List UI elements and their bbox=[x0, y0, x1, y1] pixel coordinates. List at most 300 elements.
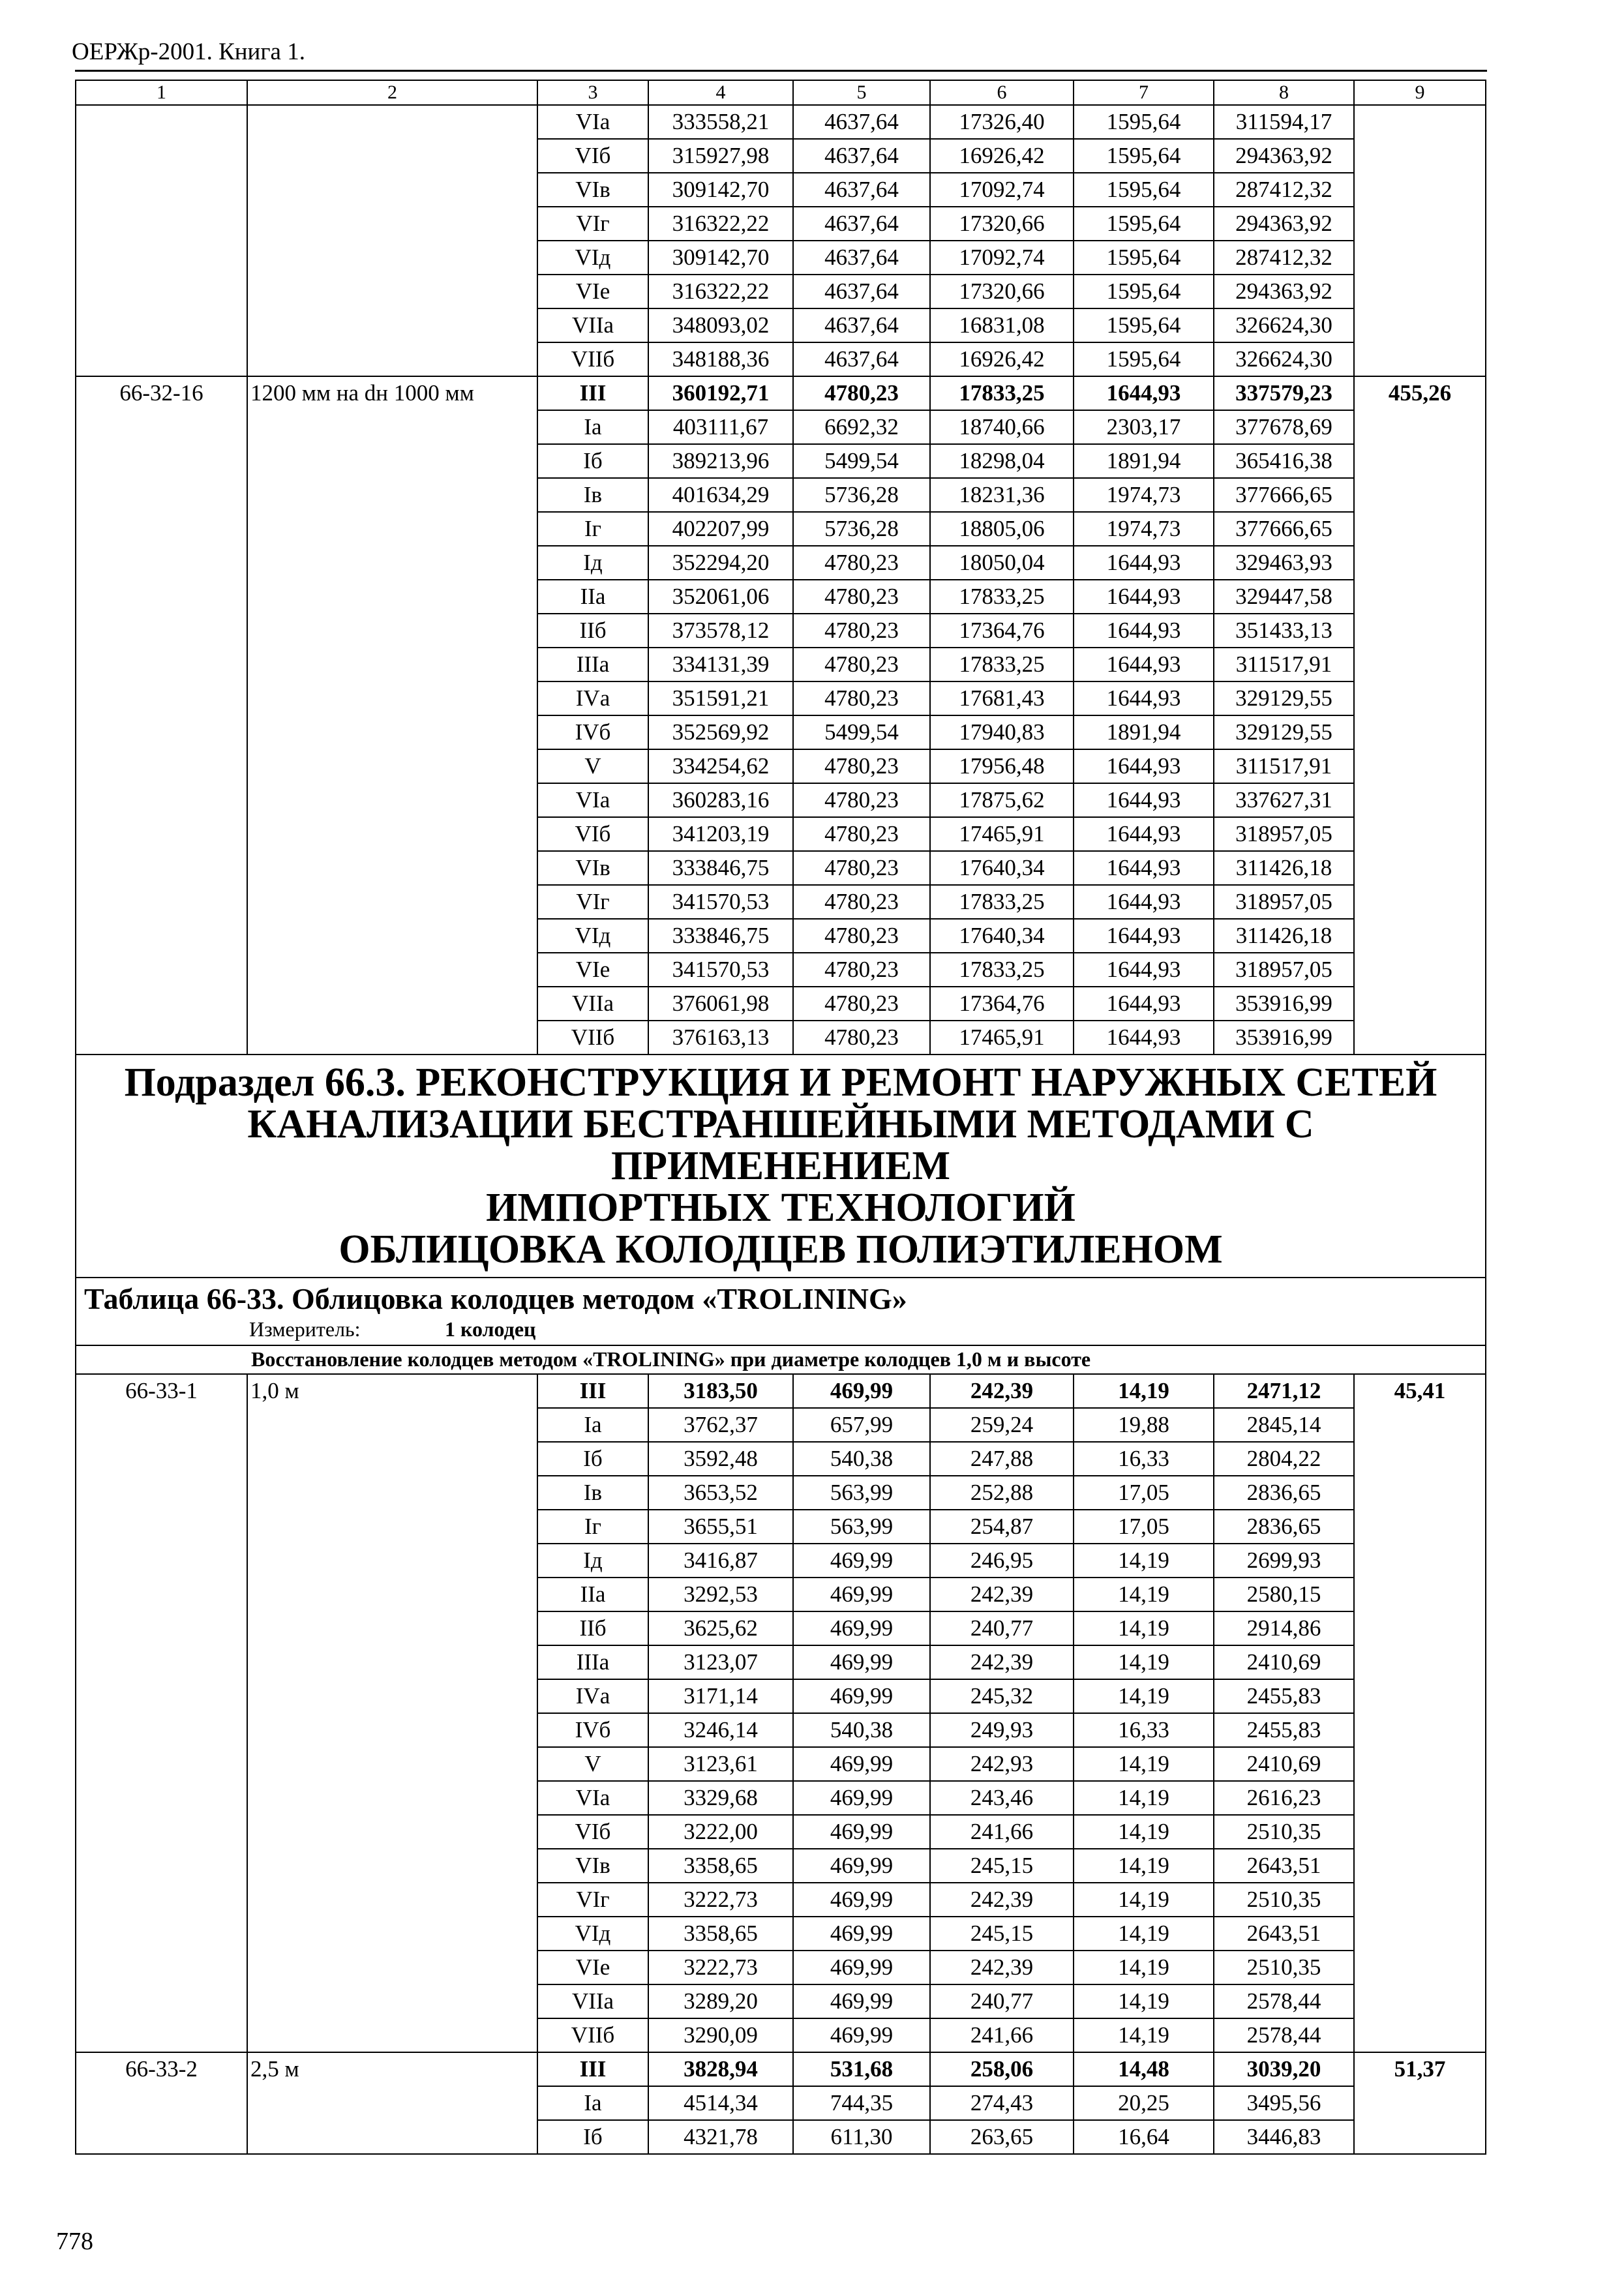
direct-cost-cell: 333846,75 bbox=[648, 851, 793, 885]
wage-cell: 469,99 bbox=[793, 1544, 930, 1578]
material-cost-cell: 318957,05 bbox=[1214, 817, 1354, 851]
column-number: 2 bbox=[247, 80, 537, 105]
wage-cell: 4780,23 bbox=[793, 919, 930, 953]
operator-wage-cell: 1644,93 bbox=[1074, 783, 1214, 817]
zone-cell: VIг bbox=[537, 885, 648, 919]
wage-cell: 4637,64 bbox=[793, 173, 930, 207]
direct-cost-cell: 3183,50 bbox=[648, 1374, 793, 1408]
direct-cost-cell: 348093,02 bbox=[648, 308, 793, 342]
column-number: 4 bbox=[648, 80, 793, 105]
wage-cell: 5499,54 bbox=[793, 715, 930, 749]
wage-cell: 4780,23 bbox=[793, 546, 930, 580]
material-cost-cell: 2471,12 bbox=[1214, 1374, 1354, 1408]
operator-wage-cell: 14,19 bbox=[1074, 1747, 1214, 1781]
zone-cell: VIIа bbox=[537, 987, 648, 1021]
price-table bbox=[75, 80, 1486, 2155]
machine-cost-cell: 18740,66 bbox=[930, 410, 1074, 444]
direct-cost-cell: 341570,53 bbox=[648, 953, 793, 987]
zone-cell: IIа bbox=[537, 1578, 648, 1611]
zone-cell: Iг bbox=[537, 1510, 648, 1544]
operator-wage-cell: 1595,64 bbox=[1074, 173, 1214, 207]
direct-cost-cell: 3358,65 bbox=[648, 1917, 793, 1951]
material-cost-cell: 2914,86 bbox=[1214, 1611, 1354, 1645]
machine-cost-cell: 17833,25 bbox=[930, 376, 1074, 410]
material-cost-cell: 2410,69 bbox=[1214, 1645, 1354, 1679]
zone-cell: VIIб bbox=[537, 342, 648, 376]
direct-cost-cell: 389213,96 bbox=[648, 444, 793, 478]
zone-cell: VIIа bbox=[537, 308, 648, 342]
machine-cost-cell: 242,39 bbox=[930, 1883, 1074, 1917]
machine-cost-cell: 18231,36 bbox=[930, 478, 1074, 512]
material-cost-cell: 311517,91 bbox=[1214, 648, 1354, 681]
column-number: 3 bbox=[537, 80, 648, 105]
wage-cell: 5736,28 bbox=[793, 478, 930, 512]
zone-cell: III bbox=[537, 376, 648, 410]
machine-cost-cell: 17092,74 bbox=[930, 173, 1074, 207]
wage-cell: 4637,64 bbox=[793, 308, 930, 342]
zone-cell: VIе bbox=[537, 953, 648, 987]
operator-wage-cell: 1974,73 bbox=[1074, 512, 1214, 546]
material-cost-cell: 287412,32 bbox=[1214, 241, 1354, 275]
machine-cost-cell: 17833,25 bbox=[930, 580, 1074, 614]
header-rule bbox=[75, 70, 1487, 72]
material-cost-cell: 2643,51 bbox=[1214, 1849, 1354, 1883]
machine-cost-cell: 242,39 bbox=[930, 1374, 1074, 1408]
direct-cost-cell: 3625,62 bbox=[648, 1611, 793, 1645]
subsection-heading bbox=[76, 1055, 1486, 1278]
direct-cost-cell: 4514,34 bbox=[648, 2086, 793, 2120]
direct-cost-cell: 3246,14 bbox=[648, 1713, 793, 1747]
machine-cost-cell: 17320,66 bbox=[930, 207, 1074, 241]
machine-cost-cell: 263,65 bbox=[930, 2120, 1074, 2154]
labor-cost-cell: 51,37 bbox=[1354, 2052, 1486, 2154]
labor-cost-cell: 455,26 bbox=[1354, 376, 1486, 1055]
wage-cell: 469,99 bbox=[793, 1951, 930, 1984]
zone-cell: VIIб bbox=[537, 2018, 648, 2052]
operator-wage-cell: 20,25 bbox=[1074, 2086, 1214, 2120]
operator-wage-cell: 14,19 bbox=[1074, 1578, 1214, 1611]
operator-wage-cell: 2303,17 bbox=[1074, 410, 1214, 444]
running-header: ОЕРЖр-2001. Книга 1. bbox=[72, 38, 305, 65]
direct-cost-cell: 3358,65 bbox=[648, 1849, 793, 1883]
operator-wage-cell: 1644,93 bbox=[1074, 580, 1214, 614]
operator-wage-cell: 14,19 bbox=[1074, 1917, 1214, 1951]
wage-cell: 4637,64 bbox=[793, 241, 930, 275]
direct-cost-cell: 376163,13 bbox=[648, 1021, 793, 1055]
wage-cell: 469,99 bbox=[793, 1815, 930, 1849]
direct-cost-cell: 3222,73 bbox=[648, 1883, 793, 1917]
machine-cost-cell: 241,66 bbox=[930, 2018, 1074, 2052]
machine-cost-cell: 247,88 bbox=[930, 1442, 1074, 1476]
zone-cell: III bbox=[537, 1374, 648, 1408]
operator-wage-cell: 1644,93 bbox=[1074, 953, 1214, 987]
material-cost-cell: 337627,31 bbox=[1214, 783, 1354, 817]
machine-cost-cell: 17465,91 bbox=[930, 817, 1074, 851]
zone-cell: VIв bbox=[537, 173, 648, 207]
direct-cost-cell: 352061,06 bbox=[648, 580, 793, 614]
zone-cell: Iв bbox=[537, 478, 648, 512]
wage-cell: 4780,23 bbox=[793, 681, 930, 715]
operator-wage-cell: 1644,93 bbox=[1074, 987, 1214, 1021]
zone-cell: VIе bbox=[537, 275, 648, 308]
zone-cell: IVа bbox=[537, 681, 648, 715]
material-cost-cell: 2804,22 bbox=[1214, 1442, 1354, 1476]
wage-cell: 540,38 bbox=[793, 1713, 930, 1747]
direct-cost-cell: 309142,70 bbox=[648, 173, 793, 207]
material-cost-cell: 365416,38 bbox=[1214, 444, 1354, 478]
direct-cost-cell: 341203,19 bbox=[648, 817, 793, 851]
machine-cost-cell: 17320,66 bbox=[930, 275, 1074, 308]
operator-wage-cell: 1891,94 bbox=[1074, 715, 1214, 749]
direct-cost-cell: 352294,20 bbox=[648, 546, 793, 580]
meter-label: Измеритель: bbox=[249, 1317, 361, 1341]
meter-value: 1 колодец bbox=[445, 1317, 536, 1341]
direct-cost-cell: 3123,07 bbox=[648, 1645, 793, 1679]
zone-cell: V bbox=[537, 1747, 648, 1781]
machine-cost-cell: 17940,83 bbox=[930, 715, 1074, 749]
material-cost-cell: 2510,35 bbox=[1214, 1883, 1354, 1917]
direct-cost-cell: 309142,70 bbox=[648, 241, 793, 275]
direct-cost-cell: 3292,53 bbox=[648, 1578, 793, 1611]
direct-cost-cell: 403111,67 bbox=[648, 410, 793, 444]
material-cost-cell: 287412,32 bbox=[1214, 173, 1354, 207]
subsection-heading-row bbox=[76, 1055, 1486, 1278]
direct-cost-cell: 348188,36 bbox=[648, 342, 793, 376]
zone-cell: Iв bbox=[537, 1476, 648, 1510]
zone-cell: VIб bbox=[537, 139, 648, 173]
material-cost-cell: 311426,18 bbox=[1214, 851, 1354, 885]
wage-cell: 469,99 bbox=[793, 1849, 930, 1883]
zone-cell: Iд bbox=[537, 546, 648, 580]
material-cost-cell: 2699,93 bbox=[1214, 1544, 1354, 1578]
machine-cost-cell: 18050,04 bbox=[930, 546, 1074, 580]
column-number: 5 bbox=[793, 80, 930, 105]
direct-cost-cell: 3290,09 bbox=[648, 2018, 793, 2052]
zone-cell: IVб bbox=[537, 715, 648, 749]
zone-cell: Iб bbox=[537, 2120, 648, 2154]
wage-cell: 4780,23 bbox=[793, 851, 930, 885]
zone-cell: Iб bbox=[537, 1442, 648, 1476]
operator-wage-cell: 14,19 bbox=[1074, 1883, 1214, 1917]
wage-cell: 4780,23 bbox=[793, 783, 930, 817]
wage-cell: 469,99 bbox=[793, 1883, 930, 1917]
operator-wage-cell: 1644,93 bbox=[1074, 614, 1214, 648]
wage-cell: 6692,32 bbox=[793, 410, 930, 444]
zone-cell: VIIа bbox=[537, 1984, 648, 2018]
operator-wage-cell: 19,88 bbox=[1074, 1408, 1214, 1442]
material-cost-cell: 311517,91 bbox=[1214, 749, 1354, 783]
labor-cost-cell: 45,41 bbox=[1354, 1374, 1486, 2052]
machine-cost-cell: 16831,08 bbox=[930, 308, 1074, 342]
table-row bbox=[76, 2052, 1486, 2086]
wage-cell: 4780,23 bbox=[793, 376, 930, 410]
wage-cell: 469,99 bbox=[793, 1747, 930, 1781]
material-cost-cell: 2410,69 bbox=[1214, 1747, 1354, 1781]
machine-cost-cell: 17640,34 bbox=[930, 851, 1074, 885]
machine-cost-cell: 17640,34 bbox=[930, 919, 1074, 953]
material-cost-cell: 294363,92 bbox=[1214, 139, 1354, 173]
operator-wage-cell: 14,19 bbox=[1074, 1984, 1214, 2018]
zone-cell: Iа bbox=[537, 1408, 648, 1442]
machine-cost-cell: 17681,43 bbox=[930, 681, 1074, 715]
wage-cell: 4780,23 bbox=[793, 749, 930, 783]
machine-cost-cell: 245,15 bbox=[930, 1849, 1074, 1883]
zone-cell: IIб bbox=[537, 1611, 648, 1645]
operator-wage-cell: 1644,93 bbox=[1074, 546, 1214, 580]
machine-cost-cell: 16926,42 bbox=[930, 342, 1074, 376]
direct-cost-cell: 3329,68 bbox=[648, 1781, 793, 1815]
subsection-heading-line: ОБЛИЦОВКА КОЛОДЦЕВ ПОЛИЭТИЛЕНОМ bbox=[338, 1227, 1223, 1272]
wage-cell: 4780,23 bbox=[793, 648, 930, 681]
machine-cost-cell: 240,77 bbox=[930, 1984, 1074, 2018]
zone-cell: VIа bbox=[537, 105, 648, 139]
material-cost-cell: 2510,35 bbox=[1214, 1951, 1354, 1984]
operator-wage-cell: 14,48 bbox=[1074, 2052, 1214, 2086]
material-cost-cell: 2836,65 bbox=[1214, 1476, 1354, 1510]
subsection-heading-line: КАНАЛИЗАЦИИ БЕСТРАНШЕЙНЫМИ МЕТОДАМИ С ПРИМЕНЕНИЕМ bbox=[247, 1102, 1314, 1188]
wage-cell: 4637,64 bbox=[793, 207, 930, 241]
wage-cell: 531,68 bbox=[793, 2052, 930, 2086]
material-cost-cell: 329447,58 bbox=[1214, 580, 1354, 614]
wage-cell: 540,38 bbox=[793, 1442, 930, 1476]
operator-wage-cell: 1644,93 bbox=[1074, 376, 1214, 410]
work-description: Восстановление колодцев методом «TROLINING» при диаметре колодцев 1,0 м и высоте bbox=[76, 1345, 1486, 1374]
machine-cost-cell: 243,46 bbox=[930, 1781, 1074, 1815]
column-number: 8 bbox=[1214, 80, 1354, 105]
machine-cost-cell: 274,43 bbox=[930, 2086, 1074, 2120]
direct-cost-cell: 3289,20 bbox=[648, 1984, 793, 2018]
operator-wage-cell: 1644,93 bbox=[1074, 885, 1214, 919]
zone-cell: VIв bbox=[537, 851, 648, 885]
material-cost-cell: 2845,14 bbox=[1214, 1408, 1354, 1442]
operator-wage-cell: 14,19 bbox=[1074, 2018, 1214, 2052]
material-cost-cell: 353916,99 bbox=[1214, 1021, 1354, 1055]
direct-cost-cell: 3222,73 bbox=[648, 1951, 793, 1984]
material-cost-cell: 329463,93 bbox=[1214, 546, 1354, 580]
material-cost-cell: 2580,15 bbox=[1214, 1578, 1354, 1611]
operator-wage-cell: 1595,64 bbox=[1074, 342, 1214, 376]
meter-row bbox=[76, 1316, 1486, 1345]
table-row bbox=[76, 105, 1486, 139]
wage-cell: 4780,23 bbox=[793, 1021, 930, 1055]
operator-wage-cell: 1595,64 bbox=[1074, 105, 1214, 139]
zone-cell: VIб bbox=[537, 817, 648, 851]
wage-cell: 611,30 bbox=[793, 2120, 930, 2154]
material-cost-cell: 337579,23 bbox=[1214, 376, 1354, 410]
operator-wage-cell: 16,33 bbox=[1074, 1713, 1214, 1747]
machine-cost-cell: 258,06 bbox=[930, 2052, 1074, 2086]
wage-cell: 4780,23 bbox=[793, 817, 930, 851]
wage-cell: 657,99 bbox=[793, 1408, 930, 1442]
rate-name: 1200 мм на dн 1000 мм bbox=[247, 376, 537, 1055]
rate-name bbox=[247, 105, 537, 376]
machine-cost-cell: 17092,74 bbox=[930, 241, 1074, 275]
operator-wage-cell: 14,19 bbox=[1074, 1781, 1214, 1815]
wage-cell: 469,99 bbox=[793, 2018, 930, 2052]
zone-cell: Iб bbox=[537, 444, 648, 478]
machine-cost-cell: 240,77 bbox=[930, 1611, 1074, 1645]
direct-cost-cell: 351591,21 bbox=[648, 681, 793, 715]
material-cost-cell: 2643,51 bbox=[1214, 1917, 1354, 1951]
direct-cost-cell: 334254,62 bbox=[648, 749, 793, 783]
machine-cost-cell: 254,87 bbox=[930, 1510, 1074, 1544]
machine-cost-cell: 252,88 bbox=[930, 1476, 1074, 1510]
material-cost-cell: 351433,13 bbox=[1214, 614, 1354, 648]
machine-cost-cell: 242,93 bbox=[930, 1747, 1074, 1781]
wage-cell: 469,99 bbox=[793, 1917, 930, 1951]
material-cost-cell: 3039,20 bbox=[1214, 2052, 1354, 2086]
material-cost-cell: 329129,55 bbox=[1214, 715, 1354, 749]
direct-cost-cell: 315927,98 bbox=[648, 139, 793, 173]
direct-cost-cell: 3653,52 bbox=[648, 1476, 793, 1510]
machine-cost-cell: 17364,76 bbox=[930, 987, 1074, 1021]
machine-cost-cell: 245,32 bbox=[930, 1679, 1074, 1713]
machine-cost-cell: 17956,48 bbox=[930, 749, 1074, 783]
zone-cell: Iд bbox=[537, 1544, 648, 1578]
machine-cost-cell: 17465,91 bbox=[930, 1021, 1074, 1055]
rate-name: 1,0 м bbox=[247, 1374, 537, 2052]
machine-cost-cell: 17833,25 bbox=[930, 953, 1074, 987]
rate-name: 2,5 м bbox=[247, 2052, 537, 2154]
material-cost-cell: 2510,35 bbox=[1214, 1815, 1354, 1849]
rate-code: 66-33-2 bbox=[76, 2052, 247, 2154]
direct-cost-cell: 341570,53 bbox=[648, 885, 793, 919]
zone-cell: IIб bbox=[537, 614, 648, 648]
operator-wage-cell: 17,05 bbox=[1074, 1476, 1214, 1510]
direct-cost-cell: 3222,00 bbox=[648, 1815, 793, 1849]
operator-wage-cell: 1595,64 bbox=[1074, 241, 1214, 275]
table-row bbox=[76, 1374, 1486, 1408]
operator-wage-cell: 17,05 bbox=[1074, 1510, 1214, 1544]
operator-wage-cell: 14,19 bbox=[1074, 1679, 1214, 1713]
operator-wage-cell: 1644,93 bbox=[1074, 919, 1214, 953]
material-cost-cell: 294363,92 bbox=[1214, 275, 1354, 308]
direct-cost-cell: 360192,71 bbox=[648, 376, 793, 410]
wage-cell: 469,99 bbox=[793, 1374, 930, 1408]
meter-cell bbox=[76, 1316, 1486, 1345]
wage-cell: 469,99 bbox=[793, 1578, 930, 1611]
operator-wage-cell: 14,19 bbox=[1074, 1645, 1214, 1679]
wage-cell: 4780,23 bbox=[793, 614, 930, 648]
operator-wage-cell: 1891,94 bbox=[1074, 444, 1214, 478]
wage-cell: 4780,23 bbox=[793, 885, 930, 919]
material-cost-cell: 353916,99 bbox=[1214, 987, 1354, 1021]
operator-wage-cell: 14,19 bbox=[1074, 1849, 1214, 1883]
operator-wage-cell: 14,19 bbox=[1074, 1815, 1214, 1849]
zone-cell: VIд bbox=[537, 919, 648, 953]
wage-cell: 4637,64 bbox=[793, 275, 930, 308]
direct-cost-cell: 3416,87 bbox=[648, 1544, 793, 1578]
material-cost-cell: 2616,23 bbox=[1214, 1781, 1354, 1815]
machine-cost-cell: 242,39 bbox=[930, 1578, 1074, 1611]
zone-cell: VIг bbox=[537, 1883, 648, 1917]
machine-cost-cell: 242,39 bbox=[930, 1645, 1074, 1679]
wage-cell: 4780,23 bbox=[793, 953, 930, 987]
material-cost-cell: 318957,05 bbox=[1214, 885, 1354, 919]
zone-cell: VIа bbox=[537, 783, 648, 817]
operator-wage-cell: 16,33 bbox=[1074, 1442, 1214, 1476]
direct-cost-cell: 376061,98 bbox=[648, 987, 793, 1021]
wage-cell: 4637,64 bbox=[793, 342, 930, 376]
wage-cell: 469,99 bbox=[793, 1984, 930, 2018]
operator-wage-cell: 1644,93 bbox=[1074, 1021, 1214, 1055]
zone-cell: VIб bbox=[537, 1815, 648, 1849]
material-cost-cell: 2578,44 bbox=[1214, 2018, 1354, 2052]
table-title: Таблица 66-33. Облицовка колодцев методом «TROLINING» bbox=[76, 1278, 1486, 1316]
operator-wage-cell: 14,19 bbox=[1074, 1374, 1214, 1408]
zone-cell: VIд bbox=[537, 241, 648, 275]
wage-cell: 469,99 bbox=[793, 1679, 930, 1713]
zone-cell: VIе bbox=[537, 1951, 648, 1984]
operator-wage-cell: 1595,64 bbox=[1074, 275, 1214, 308]
wage-cell: 469,99 bbox=[793, 1611, 930, 1645]
zone-cell: Iа bbox=[537, 2086, 648, 2120]
machine-cost-cell: 17326,40 bbox=[930, 105, 1074, 139]
zone-cell: Iг bbox=[537, 512, 648, 546]
wage-cell: 563,99 bbox=[793, 1476, 930, 1510]
machine-cost-cell: 17875,62 bbox=[930, 783, 1074, 817]
direct-cost-cell: 402207,99 bbox=[648, 512, 793, 546]
machine-cost-cell: 17833,25 bbox=[930, 648, 1074, 681]
machine-cost-cell: 246,95 bbox=[930, 1544, 1074, 1578]
machine-cost-cell: 249,93 bbox=[930, 1713, 1074, 1747]
zone-cell: VIа bbox=[537, 1781, 648, 1815]
material-cost-cell: 329129,55 bbox=[1214, 681, 1354, 715]
direct-cost-cell: 4321,78 bbox=[648, 2120, 793, 2154]
zone-cell: IIIа bbox=[537, 1645, 648, 1679]
direct-cost-cell: 401634,29 bbox=[648, 478, 793, 512]
direct-cost-cell: 3762,37 bbox=[648, 1408, 793, 1442]
operator-wage-cell: 1644,93 bbox=[1074, 817, 1214, 851]
table-body bbox=[76, 80, 1486, 2154]
direct-cost-cell: 316322,22 bbox=[648, 275, 793, 308]
wage-cell: 4780,23 bbox=[793, 580, 930, 614]
operator-wage-cell: 1974,73 bbox=[1074, 478, 1214, 512]
direct-cost-cell: 352569,92 bbox=[648, 715, 793, 749]
operator-wage-cell: 14,19 bbox=[1074, 1611, 1214, 1645]
direct-cost-cell: 3123,61 bbox=[648, 1747, 793, 1781]
machine-cost-cell: 245,15 bbox=[930, 1917, 1074, 1951]
subsection-heading-line: ИМПОРТНЫХ ТЕХНОЛОГИЙ bbox=[486, 1186, 1075, 1230]
material-cost-cell: 2578,44 bbox=[1214, 1984, 1354, 2018]
operator-wage-cell: 14,19 bbox=[1074, 1544, 1214, 1578]
wage-cell: 469,99 bbox=[793, 1781, 930, 1815]
material-cost-cell: 326624,30 bbox=[1214, 342, 1354, 376]
wage-cell: 4637,64 bbox=[793, 139, 930, 173]
zone-cell: IVб bbox=[537, 1713, 648, 1747]
operator-wage-cell: 1644,93 bbox=[1074, 681, 1214, 715]
zone-cell: III bbox=[537, 2052, 648, 2086]
operator-wage-cell: 1595,64 bbox=[1074, 139, 1214, 173]
direct-cost-cell: 3592,48 bbox=[648, 1442, 793, 1476]
zone-cell: IIIа bbox=[537, 648, 648, 681]
operator-wage-cell: 1595,64 bbox=[1074, 207, 1214, 241]
operator-wage-cell: 14,19 bbox=[1074, 1951, 1214, 1984]
direct-cost-cell: 3828,94 bbox=[648, 2052, 793, 2086]
labor-cost-cell bbox=[1354, 105, 1486, 376]
machine-cost-cell: 18805,06 bbox=[930, 512, 1074, 546]
zone-cell: IIа bbox=[537, 580, 648, 614]
column-number-row bbox=[76, 80, 1486, 105]
zone-cell: V bbox=[537, 749, 648, 783]
description-row bbox=[76, 1345, 1486, 1374]
zone-cell: Iа bbox=[537, 410, 648, 444]
operator-wage-cell: 1595,64 bbox=[1074, 308, 1214, 342]
rate-code: 66-32-16 bbox=[76, 376, 247, 1055]
material-cost-cell: 3446,83 bbox=[1214, 2120, 1354, 2154]
column-number: 7 bbox=[1074, 80, 1214, 105]
direct-cost-cell: 360283,16 bbox=[648, 783, 793, 817]
